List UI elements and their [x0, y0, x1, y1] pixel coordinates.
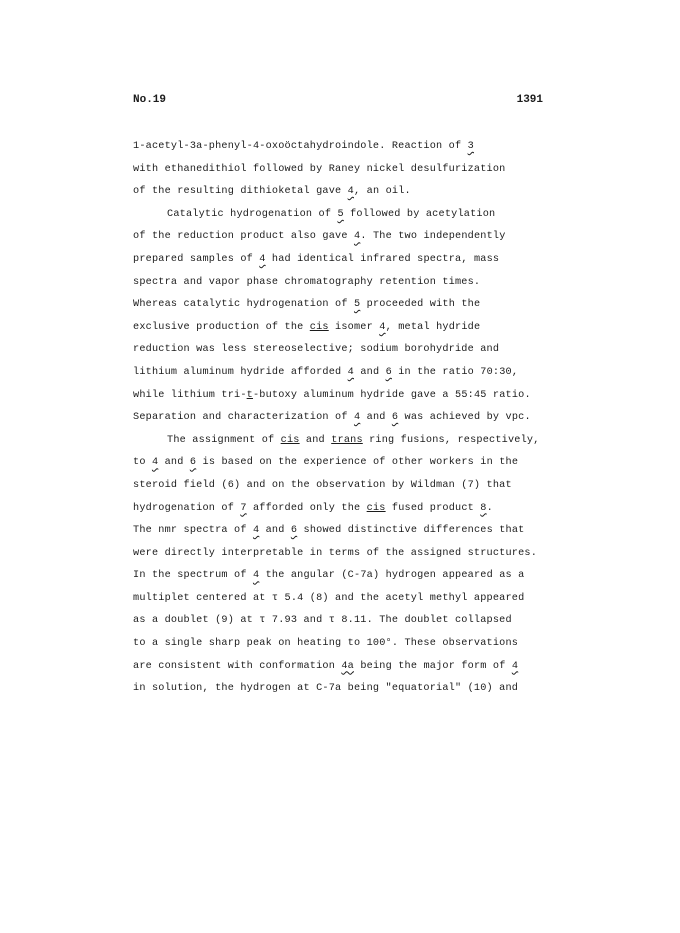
- text-line: [133, 520, 553, 543]
- text-line: [133, 565, 553, 588]
- compound-number: 4: [347, 186, 354, 198]
- text-segment: reduction was less stereoselective; sodium borohydride and: [133, 344, 500, 356]
- text-segment: is based on the experience of other workers in the: [196, 457, 519, 469]
- text-segment: and: [259, 525, 291, 537]
- text-segment: and: [360, 412, 392, 424]
- text-line: [133, 339, 553, 362]
- text-segment: The assignment of: [167, 434, 281, 446]
- compound-number: 4: [347, 366, 354, 378]
- compound-number: 5: [353, 299, 361, 311]
- text-line: [133, 317, 553, 340]
- text-segment: and: [354, 366, 386, 378]
- text-segment: . The two independently: [360, 231, 506, 243]
- text-line: [133, 294, 553, 317]
- text-line: [133, 678, 553, 701]
- text-segment: of the reduction product also gave: [133, 231, 354, 243]
- text-segment: exclusive production of the: [133, 321, 310, 333]
- compound-number: 4: [511, 660, 519, 672]
- text-segment: while lithium tri-: [133, 389, 247, 401]
- text-segment: multiplet centered at τ 5.4 (8) and the acetyl methyl appeared: [133, 592, 525, 604]
- compound-number: 6: [189, 457, 197, 469]
- text-line: [133, 656, 553, 679]
- text-line: [133, 204, 553, 227]
- text-segment: proceeded with the: [360, 299, 481, 311]
- text-line: [133, 633, 553, 656]
- text-segment: The nmr spectra of: [133, 525, 253, 537]
- text-segment: spectra and vapor phase chromatography retention times.: [133, 276, 481, 288]
- text-segment: was achieved by vpc.: [398, 412, 531, 424]
- text-segment: the angular (C-7a) hydrogen appeared as a: [259, 570, 525, 582]
- compound-number: 8: [480, 502, 487, 514]
- text-segment: , an oil.: [354, 186, 411, 198]
- text-segment: Whereas catalytic hydrogenation of: [133, 299, 354, 311]
- text-line: [133, 588, 553, 611]
- text-line: [133, 272, 553, 295]
- text-line: [133, 226, 553, 249]
- text-line: [133, 362, 553, 385]
- text-segment: fused product: [385, 502, 481, 514]
- text-segment: to: [133, 457, 152, 469]
- underlined-term: cis: [366, 502, 386, 514]
- compound-number: 3: [467, 141, 474, 152]
- text-line: [133, 610, 553, 633]
- text-segment: are consistent with conformation: [133, 660, 342, 672]
- text-line: [133, 181, 553, 204]
- compound-number: 4: [259, 253, 266, 265]
- text-line: [133, 475, 553, 498]
- underlined-term: trans: [331, 434, 363, 446]
- text-segment: 1-acetyl-3a-phenyl-4-oxoöctahydroindole. Reaction of: [133, 141, 468, 152]
- text-segment: prepared samples of: [133, 253, 260, 265]
- underlined-term: t: [246, 389, 253, 401]
- underlined-term: cis: [280, 434, 300, 446]
- text-segment: hydrogenation of: [133, 502, 241, 514]
- text-line: [133, 249, 553, 272]
- compound-number: 4: [353, 412, 361, 424]
- text-segment: Catalytic hydrogenation of: [167, 208, 338, 220]
- text-line: [133, 159, 553, 182]
- text-line: [133, 498, 553, 521]
- text-line: [133, 452, 553, 475]
- text-segment: isomer: [328, 321, 380, 333]
- text-segment: with ethanedithiol followed by Raney nickel desulfurization: [133, 163, 506, 175]
- text-segment: in solution, the hydrogen at C-7a being "equatorial" (10) and: [133, 683, 519, 695]
- text-segment: -butoxy aluminum hydride gave a 55:45 ratio.: [252, 389, 531, 401]
- page-header: [133, 94, 543, 110]
- text-line: [133, 407, 553, 430]
- compound-number: 4: [151, 457, 159, 469]
- text-segment: and: [299, 434, 332, 446]
- text-segment: as a doublet (9) at τ 7.93 and τ 8.11. The doublet collapsed: [133, 615, 512, 627]
- compound-number: 4: [252, 570, 260, 582]
- text-line: [133, 430, 553, 453]
- text-line: [133, 136, 553, 159]
- text-segment: being the major form of: [354, 660, 512, 672]
- journal-issue: No.19: [133, 94, 167, 106]
- text-segment: in the ratio 70:30,: [391, 366, 519, 378]
- page-number: 1391: [516, 94, 543, 106]
- text-line: [133, 543, 553, 566]
- compound-number: 4: [252, 525, 260, 537]
- compound-number: 6: [391, 412, 399, 424]
- compound-number: 4a: [341, 660, 354, 672]
- text-segment: were directly interpretable in terms of the assigned structures.: [133, 547, 538, 559]
- text-segment: In the spectrum of: [133, 570, 253, 582]
- text-segment: had identical infrared spectra, mass: [265, 253, 500, 265]
- text-segment: followed by acetylation: [343, 208, 496, 220]
- text-segment: to a single sharp peak on heating to 100°. These observations: [133, 638, 519, 650]
- text-segment: lithium aluminum hydride afforded: [133, 366, 348, 378]
- text-segment: showed distinctive differences that: [297, 525, 525, 537]
- text-segment: of the resulting dithioketal gave: [133, 186, 348, 198]
- compound-number: 4: [353, 231, 361, 243]
- underlined-term: cis: [309, 321, 329, 333]
- text-segment: Separation and characterization of: [133, 412, 354, 424]
- text-segment: and: [158, 457, 190, 469]
- compound-number: 4: [379, 321, 386, 333]
- text-segment: , metal hydride: [385, 321, 481, 333]
- text-segment: .: [486, 502, 493, 514]
- text-segment: afforded only the: [246, 502, 367, 514]
- text-segment: steroid field (6) and on the observation by Wildman (7) that: [133, 479, 512, 491]
- article-body: [133, 136, 553, 701]
- compound-number: 6: [290, 525, 298, 537]
- compound-number: 7: [240, 502, 247, 514]
- compound-number: 5: [337, 208, 344, 220]
- text-segment: ring fusions, respectively,: [362, 434, 540, 446]
- compound-number: 6: [385, 366, 392, 378]
- text-line: [133, 385, 553, 408]
